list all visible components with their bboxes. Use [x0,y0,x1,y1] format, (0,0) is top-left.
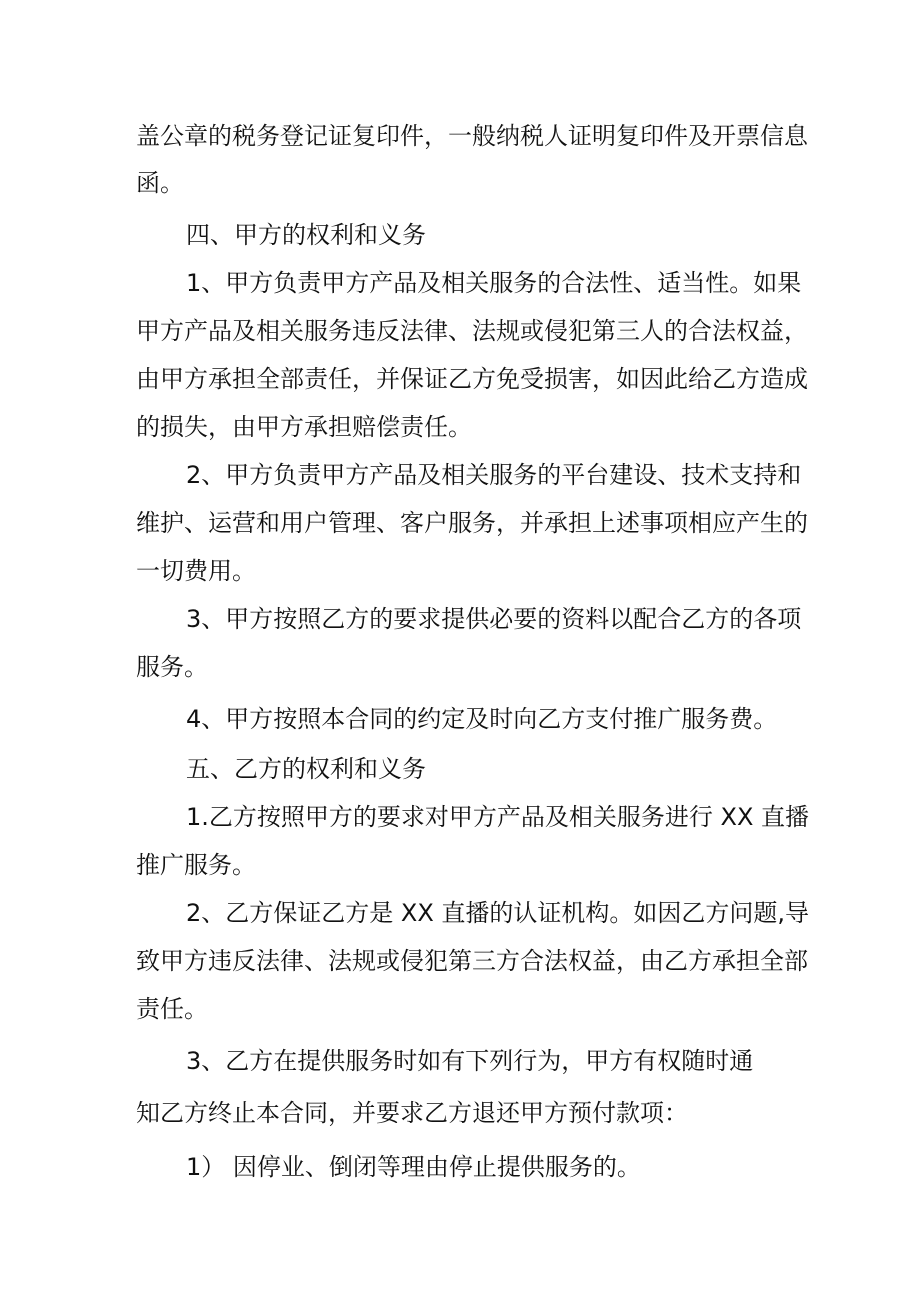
paragraph-line: 推广服务。 [136,851,256,879]
paragraph-line: 由甲方承担全部责任，并保证乙方免受损害，如因此给乙方造成 [136,365,808,393]
paragraph-line: 1.乙方按照甲方的要求对甲方产品及相关服务进行 XX 直播 [186,803,810,831]
list-item: 1） 因停业、倒闭等理由停止提供服务的。 [186,1153,641,1181]
paragraph-line: 维护、运营和用户管理、客户服务，并承担上述事项相应产生的 [136,509,808,537]
section-heading: 四、甲方的权利和义务 [186,221,426,249]
paragraph-line: 3、乙方在提供服务时如有下列行为，甲方有权随时通 [186,1047,754,1075]
paragraph-line: 3、甲方按照乙方的要求提供必要的资料以配合乙方的各项 [186,605,802,633]
paragraph-line: 责任。 [136,995,208,1023]
paragraph-line: 的损失，由甲方承担赔偿责任。 [136,413,472,441]
paragraph-line: 服务。 [136,653,208,681]
paragraph-line: 盖公章的税务登记证复印件，一般纳税人证明复印件及开票信息 [136,122,808,150]
paragraph-line: 函。 [136,169,184,197]
paragraph-line: 1、甲方负责甲方产品及相关服务的合法性、适当性。如果 [186,269,802,297]
paragraph-line: 一切费用。 [136,557,256,585]
paragraph-line: 甲方产品及相关服务违反法律、法规或侵犯第三人的合法权益， [136,317,808,345]
paragraph-line: 2、乙方保证乙方是 XX 直播的认证机构。如因乙方问题,导 [186,899,810,927]
paragraph-line: 2、甲方负责甲方产品及相关服务的平台建设、技术支持和 [186,461,802,489]
paragraph-line: 知乙方终止本合同，并要求乙方退还甲方预付款项： [136,1099,688,1127]
paragraph-line: 致甲方违反法律、法规或侵犯第三方合法权益，由乙方承担全部 [136,947,808,975]
section-heading: 五、乙方的权利和义务 [186,755,426,783]
paragraph-line: 4、甲方按照本合同的约定及时向乙方支付推广服务费。 [186,705,778,733]
